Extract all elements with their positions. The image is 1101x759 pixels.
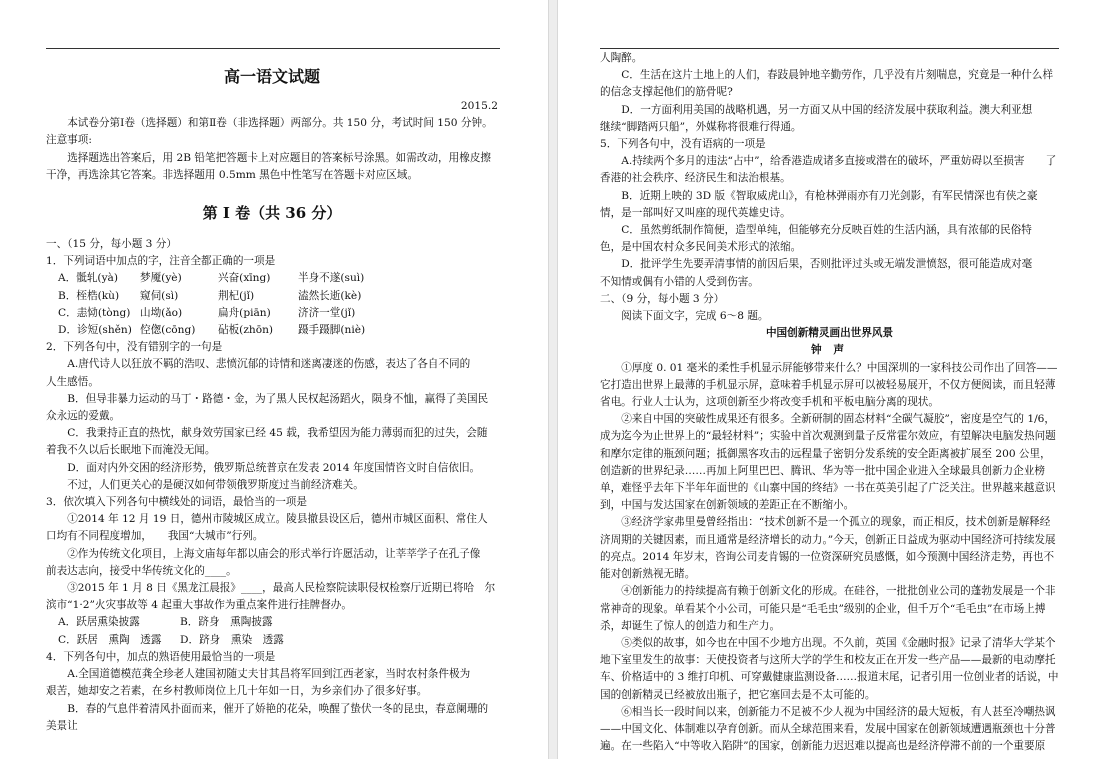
q5-option-b: B．近期上映的 3D 版《智取威虎山》，有枪林弹雨亦有刀光剑影，有军民情深也有侠之豪 情，是一部叫好又叫座的现代英雄史诗。 [600,189,1059,219]
question-3: 3．依次填入下列各句中横线处的词语，最恰当的一项是 [46,496,307,509]
q4-option-d: D．一方面利用美国的战略机遇，另一方面又从中国的经济发展中获取利益。澳大利亚想 继续“脚踏两只船”，外媒称将很难行得通。 [600,103,1054,133]
q2-option-d: D．面对内外交困的经济形势，俄罗斯总统普京在发表 2014 年度国情咨文时自信依旧。 [67,461,481,474]
exam-title: 高一语文试题 [223,67,320,86]
reading-instruction: 阅读下面文字，完成 6～8 题。 [621,310,769,323]
question-4: 4．下列各句中，加点的熟语使用最恰当的一项是 [46,650,276,663]
q5-option-a: A.持续两个多月的违法“占中”，给香港造成诸多直接或潜在的破坏，严重妨碍以至损害 了香港的社会秩序、经济民生和法治根基。 [600,155,1057,185]
q4-option-a: A.全国道德模范龚全珍老人建国初随丈夫甘其昌将军回到江西老家，当时农村条件极为 艰苦，她却安之若素，在乡村教师岗位上几十年如一日，为乡亲们办了很多好事。 [46,668,492,698]
notice-text: 选择题选出答案后，用 2B 铅笔把答题卡上对应题目的答案标号涂黑。如需改动，用橡皮擦干净，再选涂其它答案。非选择题用 0.5mm 黑色中性笔写在答题卡对应区域。 [46,151,492,181]
q3-sentence-3: ③2015 年 1 月 8 日《黑龙江晨报》____，最高人民检察院读职侵权检察厅近期已将哈 尔滨市“1·2”火灾事故等 4 起重大事故作为重点案件进行挂牌督办。 [46,582,496,612]
notice-label: 注意事项: [46,134,92,147]
q2-option-c: C．我秉持正直的热忱，献身效劳国家已经 45 载，我希望因为能力薄弱而犯的过失，会随着我不久以后长眠地下而淹没无闻。 [46,427,488,457]
q5-option-c: C．虽然剪纸制作简便，造型单纯，但能够充分反映百姓的生活内涵，具有浓郁的民俗特 色，是中国农村众多民间美术形式的浓缩。 [600,224,1054,254]
article-paragraph-6: ⑥相当长一段时间以来，创新能力不足被不少人视为中国经济的最大短板，有人甚至冷嘲热讽——中国文化、体制难以孕育创新。而从全球范围来看，发展中国家在创新领域遭遇瓶颈也十分普遍。在一些陷入“中等收入陷阱”的国家，创新能力迟迟难以提高也是经济停滞不前的一个重要原 [600,705,1056,753]
q3-options-cd: C．跃居 熏陶 透露 D．跻身 熏染 透露 [58,633,284,646]
article-paragraph-4: ④创新能力的持续提高有赖于创新文化的形成。在硅谷，一批批创业公司的蓬勃发展是一个非常神奇的现象。单看某个小公司，可能只是“毛毛虫”级别的企业，但千万个“毛毛虫”在市场上搏杀，却诞生了惊人的创造力和生产力。 [600,585,1056,632]
q2-option-b: B．但导非暴力运动的马丁・路德・金，为了黑人民权起汤蹈火，陨身不恤，赢得了美国民众永远的爱戴。 [46,392,489,423]
left-header-rule [46,48,500,49]
q2-option-a: A.唐代诗人以狂放不羁的浩叹、悲愤沉郁的诗情和迷离凄迷的伤感，表达了各自不同的 人生感悟。 [46,358,492,388]
q4-option-c: C．生活在这片土地上的人们，春跂晨钟地辛勤劳作，几乎没有片刻喘息，究竟是一种什么样的信念支撑起他们的筋骨呢? [600,69,1054,99]
page-gutter [548,0,558,759]
article-paragraph-5: ⑤类似的故事，如今也在中国不少地方出现。不久前，英国《金融时报》记录了清华大学某个地下室里发生的故事：天使投资者与这所大学的学生和校友正在开发一些产品——最新的电动摩托车、价格适中的 3 维打印机、可穿戴健康监测设备……报道末尾，记者引用一位创业者的话说，中国的创新精灵已经被放出瓶子，把它塞回去是不太可能的。 [600,636,1059,701]
question-1: 1．下列词语中加点的字，注音全都正确的一项是 [46,255,276,268]
exam-date: 2015.2 [460,100,498,112]
q1-option-d: D．诊短(shěn) 倥偬(cōng) 砧板(zhōn) 蹑手蹑脚(niè) [58,324,366,337]
q4-option-b-cont: 人陶醉。 [600,52,643,64]
q5-option-d: D．批评学生先要弄清事情的前因后果，否则批评过头或无端发泄愤怒，很可能造成对毫 不知情或偶有小错的人受到伤害。 [600,258,1054,288]
q1-option-a: A．骶轧(yà) 梦魇(yè) 兴奋(xīng) 半身不遂(suì) [58,272,365,285]
part1-title: 第 I 卷（共 36 分） [202,204,342,223]
q3-sentence-2: ②作为传统文化项目，上海文庙每年都以庙会的形式举行许愿活动，让莘莘学子在孔子像 前表达志向，接受中华传统文化的____。 [46,547,491,577]
right-header-rule [600,48,1059,49]
article-paragraph-3: ③经济学家弗里曼曾经指出：“技术创新不是一个孤立的现象，而正相反，技术创新是解释经济周期的关键因素，而且通常是经济增长的动力。”今天，创新正日益成为驱动中国经济可持续发展的亮点。2014 年岁末，咨询公司麦肯锡的一位资深研究员感慨，如今预测中国经济走势，再也不能对创新熟视无睹。 [600,516,1056,581]
article-author: 钟 声 [811,344,848,357]
left-page [0,0,538,759]
article-paragraph-1: ①厚度 0. 01 毫米的柔性手机显示屏能够带来什么？中国深圳的一家科技公司作出了回答——它打造出世界上最薄的手机显示屏，意味着手机显示屏可以被轻易展开，不仅方便阅读，而且轻薄省电。行业人士认为，这项创新至少将改变手机和平板电脑分离的现状。 [600,361,1058,409]
q4-option-b: B．春的气息伴着清风扑面而来，催开了娇艳的花朵，唤醒了蛰伏一冬的昆虫，春意阑珊的美景让 [46,702,489,732]
section2-heading: 二、（9 分，每小题 3 分） [600,292,725,305]
article-title: 中国创新精灵画出世界风景 [765,327,894,340]
q1-option-b: B．桎梏(kù) 窥伺(sì) 荆杞(jǐ) 溘然长逝(kè) [58,289,362,302]
q3-options-ab: A．跃居熏染披露 B．跻身 熏陶披露 [58,616,273,629]
question-5: 5．下列各句中，没有语病的一项是 [600,138,766,151]
q2-option-d-cont: 不过，人们更关心的是硬汉如何带领俄罗斯度过当前经济难关。 [67,478,364,491]
section1-heading: 一、（15 分，每小题 3 分） [46,238,177,251]
right-content [600,50,1059,755]
left-content [46,66,498,735]
question-2: 2．下列各句中，没有错别字的一句是 [46,341,223,354]
q3-sentence-1: ①2014 年 12 月 19 日，德州市陵城区成立。陵县撤县设区后，德州市城区面积、常住人口均有不同程度增加， 我国“大城市”行列。 [46,513,488,543]
q1-option-c: C．恚恸(tòng) 山坳(ǎo) 扁舟(piān) 济济一堂(jǐ) [58,306,356,319]
article-paragraph-2: ②来自中国的突破性成果还有很多。全新研制的固态材料“全碳气凝胶”，密度是空气的 1/6，成为迄今为止世界上的“最轻材料”；实验中首次观测到量子反常霍尔效应，有望解决电脑发热问题和摩尔定律的瓶颈问题；抵御黑客攻击的远程量子密钥分发系统的安全距离被扩展至 200 公里，创造新的世界纪录……再加上阿里巴巴、腾讯、华为等一批中国企业进入全球最具创新力企业榜单，难怪乎去年下半年年面世的《山寨中国的终结》一书在英美引起了广泛关注。世界越来越意识到，中国与发达国家在创新领域的差距正在不断缩小。 [600,413,1056,512]
right-page [564,0,1101,759]
intro: 本试卷分第Ⅰ卷（选择题）和第Ⅱ卷（非选择题）两部分。共 150 分，考试时间 150 分钟。 [67,117,493,130]
